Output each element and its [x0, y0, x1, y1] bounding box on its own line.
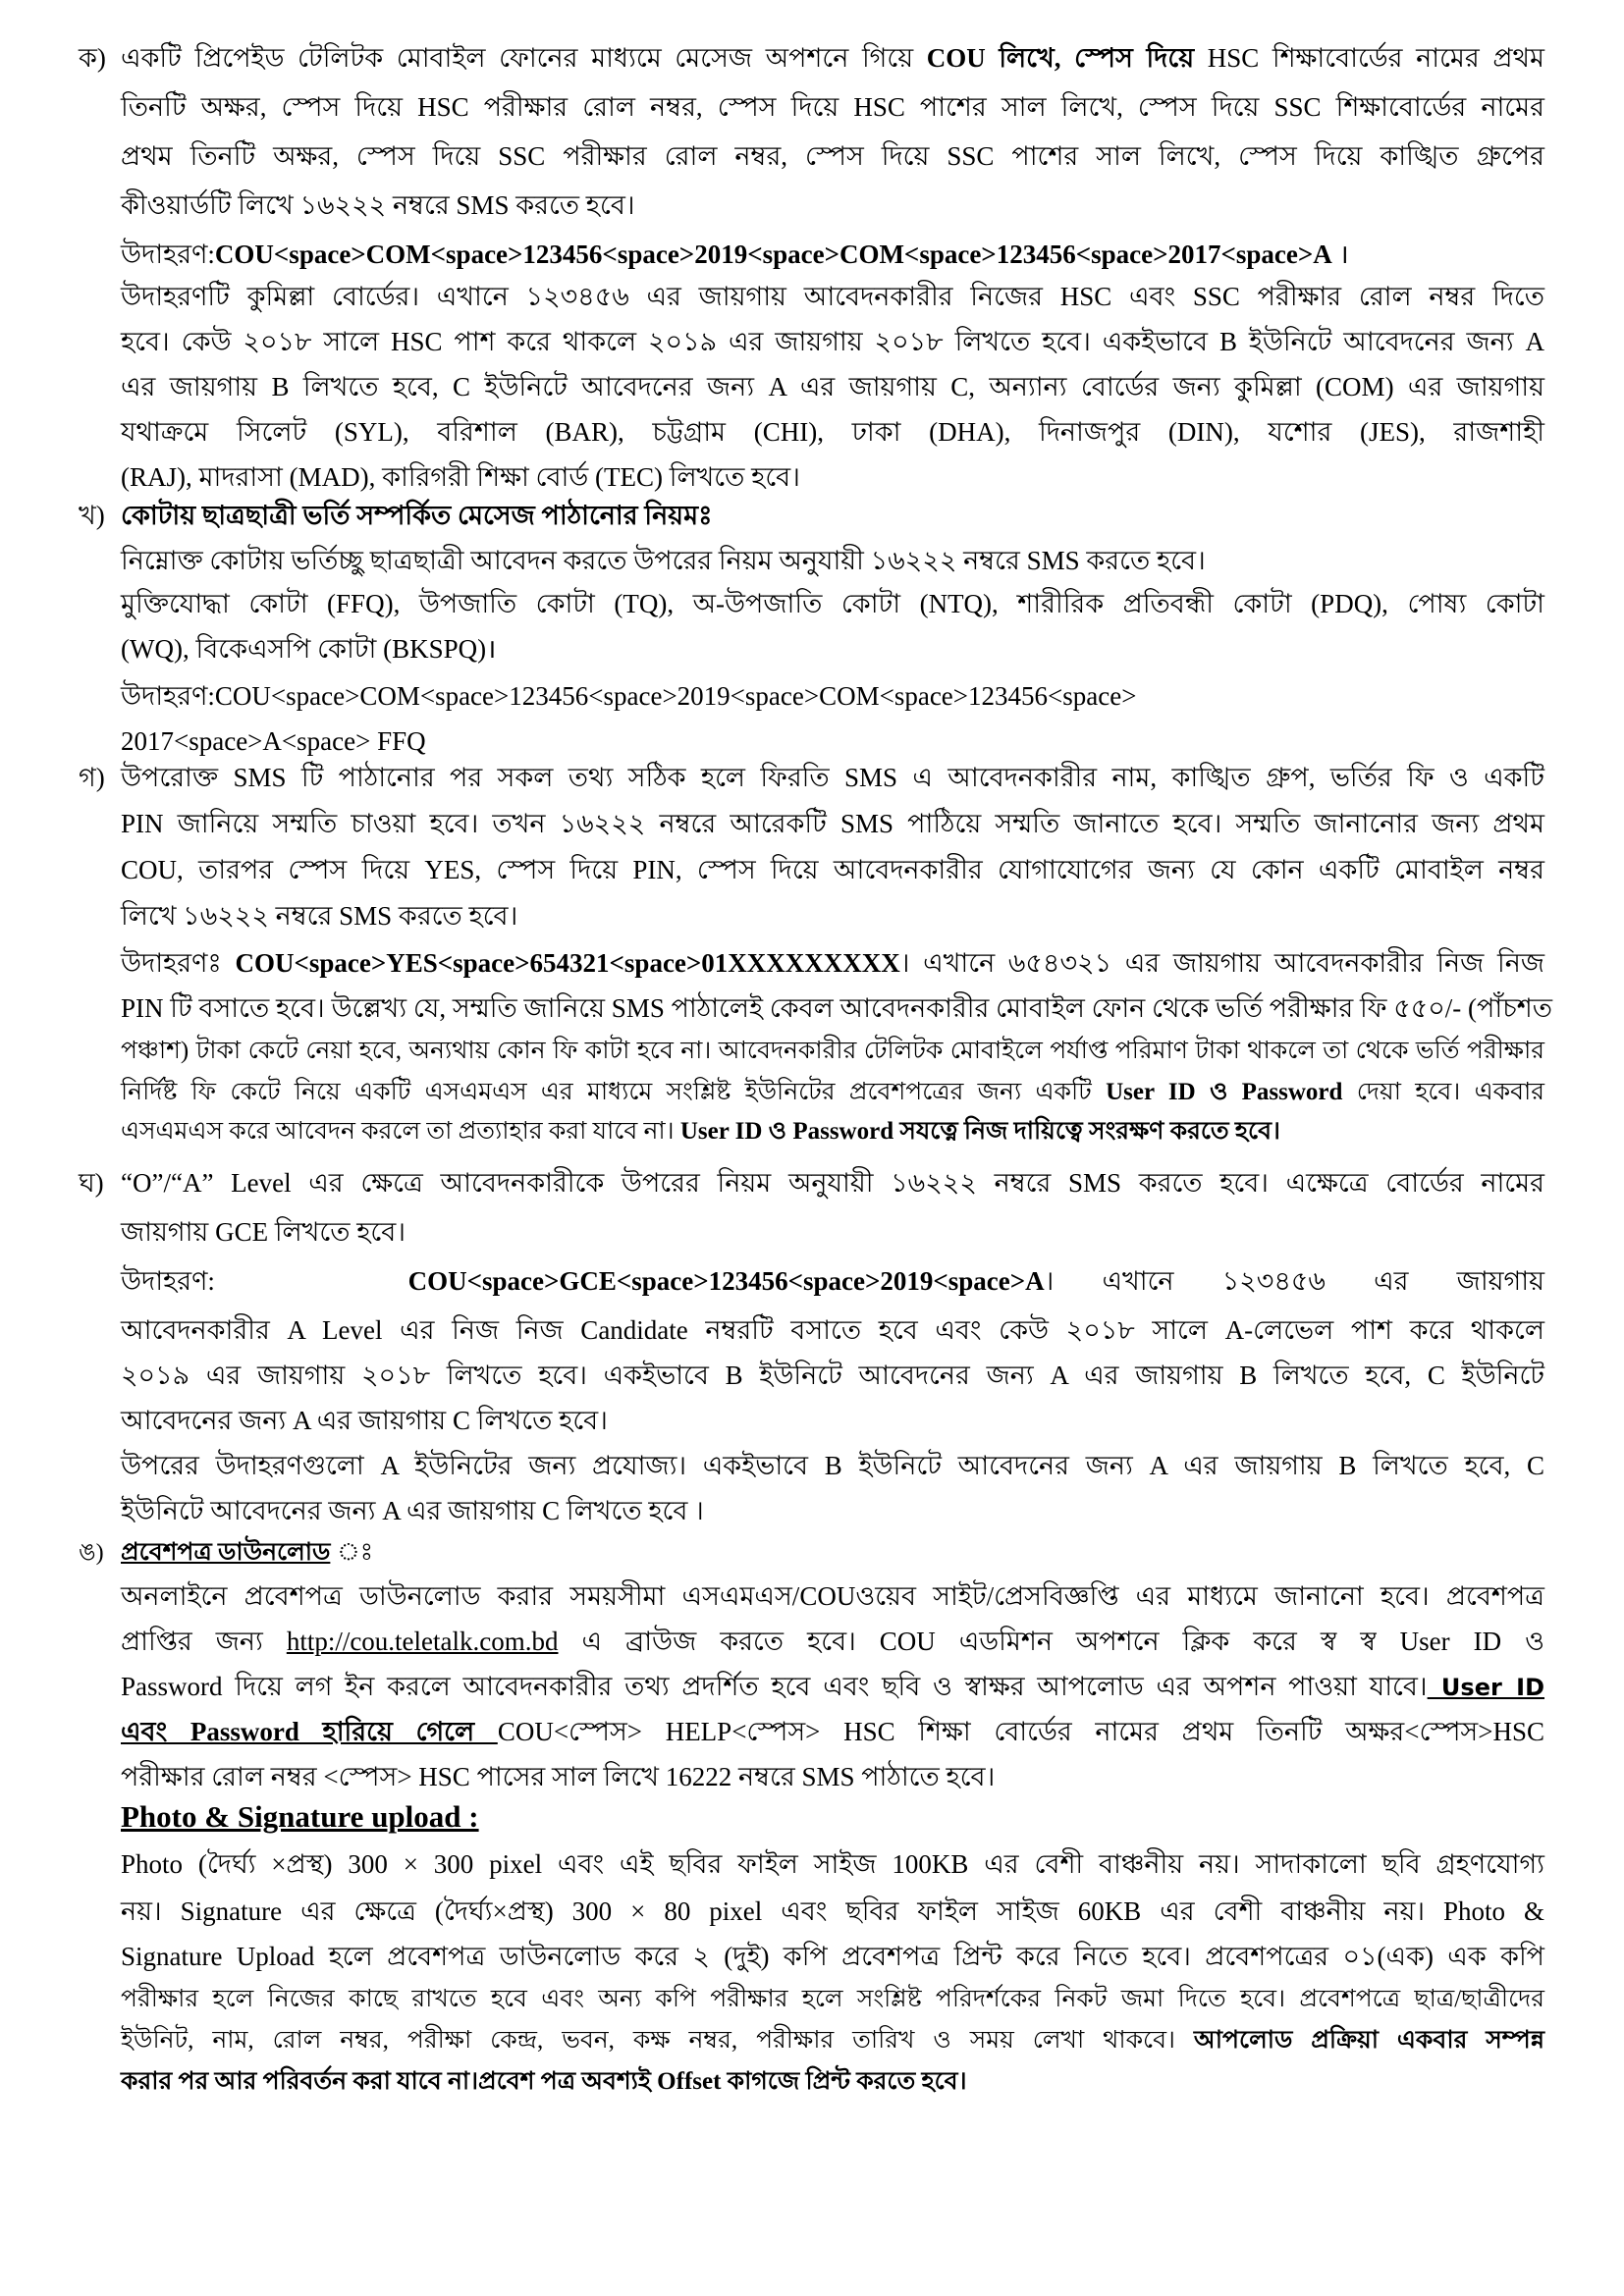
- text-line: COU, তারপর স্পেস দিয়ে YES, স্পেস দিয়ে PIN, স্পেস দিয়ে আবেদনকারীর যোগাযোগের জন্য যে কোন একটি মোবাইল নম্বর: [121, 855, 1544, 884]
- text-line: (WQ), বিকেএসপি কোটা (BKSPQ)।: [121, 634, 497, 664]
- example-line: [121, 236, 1349, 273]
- text-line: “O”/“A” Level এর ক্ষেত্রে আবেদনকারীকে উপরের নিয়ম অনুযায়ী ১৬২২২ নম্বরে SMS করতে হবে। এক্ষেত্রে বোর্ডের নামের: [121, 1168, 1544, 1198]
- text-line: [121, 1623, 1544, 1660]
- text-line: [121, 1113, 1280, 1150]
- text-line: আবেদনকারীর A Level এর নিজ নিজ Candidate নম্বরটি বসাতে হবে এবং কেউ ২০১৮ সালে A-লেভেল পাশ করে থাকলে: [121, 1315, 1544, 1345]
- text-line: [121, 1713, 1544, 1750]
- example-line: [121, 944, 1544, 982]
- text-line: উপরের উদাহরণগুলো A ইউনিটের জন্য প্রযোজ্য। একইভাবে B ইউনিটে আবেদনের জন্য A এর জায়গায় B লিখতে হবে, C: [121, 1451, 1544, 1480]
- bold-text: User ID: [1427, 1674, 1545, 1701]
- text-line: [121, 39, 1544, 77]
- text-line: যথাক্রমে সিলেট (SYL), বরিশাল (BAR), চট্টগ্রাম (CHI), ঢাকা (DHA), দিনাজপুর (DIN), যশোর (JES), রাজশাহী: [121, 417, 1544, 447]
- text-line: নিম্নোক্ত কোটায় ভর্তিচ্ছু ছাত্রছাত্রী আবেদন করতে উপরের নিয়ম অনুযায়ী ১৬২২২ নম্বরে SMS করতে হবে।: [121, 546, 1206, 575]
- example-line: [121, 1262, 1544, 1300]
- text-line: অনলাইনে প্রবেশপত্র ডাউনলোড করার সময়সীমা এসএমএস/COUওয়েব সাইট/প্রেসবিজ্ঞপ্তি এর মাধ্যমে জানানো হবে। প্রবেশপত্র: [121, 1581, 1544, 1611]
- section-heading: Photo & Signature upload :: [121, 1799, 479, 1834]
- text-line: আবেদনের জন্য A এর জায়গায় C লিখতে হবে।: [121, 1406, 608, 1435]
- text-span: দেয়া হবে। একবার: [1342, 1079, 1544, 1105]
- section-marker: ঙ): [79, 1540, 104, 1566]
- text-span: এসএমএস করে আবেদন করলে তা প্রত্যাহার করা যাবে না।: [121, 1118, 680, 1145]
- text-span: HSC শিক্ষাবোর্ডের নামের প্রথম: [1194, 43, 1545, 73]
- text-line: [121, 1668, 1544, 1706]
- text-line: [121, 1074, 1544, 1111]
- text-line: হবে। কেউ ২০১৮ সালে HSC পাশ করে থাকলে ২০১৯ এর জায়গায় ২০১৮ লিখতে হবে। একইভাবে B ইউনিটে আবেদনের জন্য A: [121, 327, 1544, 356]
- text-line: তিনটি অক্ষর, স্পেস দিয়ে HSC পরীক্ষার রোল নম্বর, স্পেস দিয়ে HSC পাশের সাল লিখে, স্পেস দিয়ে SSC শিক্ষাবোর্ডের নামের: [121, 92, 1544, 122]
- example-line: উদাহরণ:COU<space>COM<space>123456<space>2019<space>COM<space>123456<space>: [121, 681, 1137, 711]
- section-marker: খ): [79, 501, 105, 530]
- text-span: একটি প্রিপেইড টেলিটক মোবাইল ফোনের মাধ্যমে মেসেজ অপশনে গিয়ে: [121, 43, 927, 73]
- text-line: নয়। Signature এর ক্ষেত্রে (দৈর্ঘ্য×প্রস্থ) 300 × 80 pixel এবং ছবির ফাইল সাইজ 60KB এর বেশী বাঞ্চনীয় নয়। Photo &: [121, 1896, 1544, 1926]
- text-line: ২০১৯ এর জায়গায় ২০১৮ লিখতে হবে। একইভাবে B ইউনিটে আবেদনের জন্য A এর জায়গায় B লিখতে হবে, C ইউনিটে: [121, 1361, 1544, 1390]
- text-line: পরীক্ষার রোল নম্বর <স্পেস> HSC পাসের সাল লিখে 16222 নম্বরে SMS পাঠাতে হবে।: [121, 1762, 996, 1791]
- text-line: PIN জানিয়ে সম্মতি চাওয়া হবে। তখন ১৬২২২ নম্বরে আরেকটি SMS পাঠিয়ে সম্মতি জানাতে হবে। সম্মতি জানানোর জন্য প্রথম: [121, 809, 1544, 838]
- heading-text: প্রবেশপত্র ডাউনলোড: [121, 1539, 331, 1566]
- example-code: COU<space>GCE<space>123456<space>2019<space>A: [407, 1266, 1045, 1296]
- text-span: Password দিয়ে লগ ইন করলে আবেদনকারীর তথ্য প্রদর্শিত হবে এবং ছবি ও স্বাক্ষর আপলোড এর অপশন পাওয়া যাবে।: [121, 1672, 1428, 1701]
- teletalk-link[interactable]: http://cou.teletalk.com.bd: [286, 1627, 559, 1656]
- text-line: করার পর আর পরিবর্তন করা যাবে না।প্রবেশ পত্র অবশ্যই Offset কাগজে প্রিন্ট করতে হবে।: [121, 2068, 967, 2095]
- bold-text: COU লিখে, স্পেস দিয়ে: [926, 43, 1195, 73]
- text-span: প্রাপ্তির জন্য: [121, 1627, 287, 1656]
- example-label: উদাহরণ:: [121, 240, 215, 269]
- bold-text: User ID ও Password সযত্নে নিজ দায়িত্বে সংরক্ষণ করতে হবে।: [679, 1118, 1280, 1145]
- text-line: পঞ্চাশ) টাকা কেটে নেয়া হবে, অন্যথায় কোন ফি কাটা হবে না। আবেদনকারীর টেলিটক মোবাইলে পর্যাপ্ত পরিমাণ টাকা থাকলে তা থেকে ভর্তি পরীক্ষার: [121, 1038, 1544, 1064]
- text-line: Photo (দৈর্ঘ্য ×প্রস্থ) 300 × 300 pixel এবং এই ছবির ফাইল সাইজ 100KB এর বেশী বাঞ্চনীয় নয়। সাদাকালো ছবি গ্রহণযোগ্য: [121, 1849, 1544, 1879]
- text-line: মুক্তিযোদ্ধা কোটা (FFQ), উপজাতি কোটা (TQ), অ-উপজাতি কোটা (NTQ), শারীরিক প্রতিবন্ধী কোটা (PDQ), পোষ্য কোটা: [121, 589, 1544, 618]
- example-code: COU<space>COM<space>123456<space>2019<space>COM<space>123456<space>2017<space>A: [214, 240, 1332, 269]
- text-line: উদাহরণটি কুমিল্লা বোর্ডের। এখানে ১২৩৪৫৬ এর জায়গায় আবেদনকারীর নিজের HSC এবং SSC পরীক্ষার রোল নম্বর দিতে: [121, 282, 1544, 311]
- bold-text: এবং Password হারিয়ে গেলে: [121, 1717, 498, 1746]
- section-marker: ঘ): [79, 1168, 104, 1198]
- text-span: নির্দিষ্ট ফি কেটে নিয়ে একটি এসএমএস এর মাধ্যমে সংশ্লিষ্ট ইউনিটের প্রবেশপত্রের জন্য একটি: [121, 1079, 1107, 1105]
- text-span: । এখানে ৬৫৪৩২১ এর জায়গায় আবেদনকারীর নিজ নিজ: [899, 948, 1544, 978]
- text-line: লিখে ১৬২২২ নম্বরে SMS করতে হবে।: [121, 901, 518, 931]
- text-line: (RAJ), মাদরাসা (MAD), কারিগরী শিক্ষা বোর্ড (TEC) লিখতে হবে।: [121, 462, 800, 492]
- text-span: ঃ: [330, 1539, 374, 1566]
- text-line: [121, 2022, 1544, 2059]
- bold-text: User ID ও Password: [1106, 1079, 1343, 1105]
- example-label: উদাহরণঃ: [121, 948, 236, 978]
- text-line: উপরোক্ত SMS টি পাঠানোর পর সকল তথ্য সঠিক হলে ফিরতি SMS এ আবেদনকারীর নাম, কাঙ্খিত গ্রুপ, ভর্তির ফি ও একটি: [121, 763, 1544, 792]
- text-span: এ ব্রাউজ করতে হবে। COU এডমিশন অপশনে ক্লিক করে স্ব স্ব User ID ও: [558, 1627, 1544, 1656]
- section-marker: ক): [79, 43, 106, 73]
- bold-text: আপলোড প্রক্রিয়া একবার সম্পন্ন: [1193, 2027, 1544, 2054]
- text-line: ইউনিটে আবেদনের জন্য A এর জায়গায় C লিখতে হবে ।: [121, 1496, 704, 1525]
- text-line: Signature Upload হলে প্রবেশপত্র ডাউনলোড করে ২ (দুই) কপি প্রবেশপত্র প্রিন্ট করে নিতে হবে। প্রবেশপত্রের ০১(এক) এক কপি: [121, 1942, 1544, 1971]
- section-heading: কোটায় ছাত্রছাত্রী ভর্তি সম্পর্কিত মেসেজ পাঠানোর নিয়মঃ: [121, 501, 713, 530]
- example-code: COU<space>YES<space>654321<space>01XXXXXXXXX: [235, 948, 900, 978]
- text-line: কীওয়ার্ডটি লিখে ১৬২২২ নম্বরে SMS করতে হবে।: [121, 190, 635, 220]
- text-line: এর জায়গায় B লিখতে হবে, C ইউনিটে আবেদনের জন্য A এর জায়গায় C, অন্যান্য বোর্ডের জন্য কুমিল্লা (COM) এর জায়গায়: [121, 372, 1544, 401]
- text-line: পরীক্ষার হলে নিজের কাছে রাখতে হবে এবং অন্য কপি পরীক্ষার হলে সংশ্লিষ্ট পরিদর্শকের নিকট জমা দিতে হবে। প্রবেশপত্রে ছাত্র/ছাত্রীদের: [121, 1986, 1544, 2012]
- text-line: প্রথম তিনটি অক্ষর, স্পেস দিয়ে SSC পরীক্ষার রোল নম্বর, স্পেস দিয়ে SSC পাশের সাল লিখে, স্পেস দিয়ে কাঙ্খিত গ্রুপের: [121, 141, 1544, 171]
- text-span: COU<স্পেস> HELP<স্পেস> HSC শিক্ষা বোর্ডের নামের প্রথম তিনটি অক্ষর<স্পেস>HSC: [497, 1717, 1544, 1746]
- text-span: ।: [1331, 240, 1349, 269]
- text-line: জায়গায় GCE লিখতে হবে।: [121, 1217, 406, 1247]
- section-marker: গ): [79, 763, 105, 792]
- section-heading: [121, 1534, 373, 1572]
- text-span: । এখানে ১২৩৪৫৬ এর জায়গায়: [1044, 1266, 1544, 1296]
- text-line: PIN টি বসাতে হবে। উল্লেখ্য যে, সম্মতি জানিয়ে SMS পাঠালেই কেবল আবেদনকারীর মোবাইল ফোন থেকে ভর্তি পরীক্ষার ফি ৫৫০/- (পাঁচশত: [121, 993, 1552, 1023]
- example-line: 2017<space>A<space> FFQ: [121, 726, 426, 756]
- text-span: ইউনিট, নাম, রোল নম্বর, পরীক্ষা কেন্দ্র, ভবন, কক্ষ নম্বর, পরীক্ষার তারিখ ও সময় লেখা থাকবে।: [121, 2027, 1194, 2054]
- example-label: উদাহরণ:: [121, 1266, 215, 1296]
